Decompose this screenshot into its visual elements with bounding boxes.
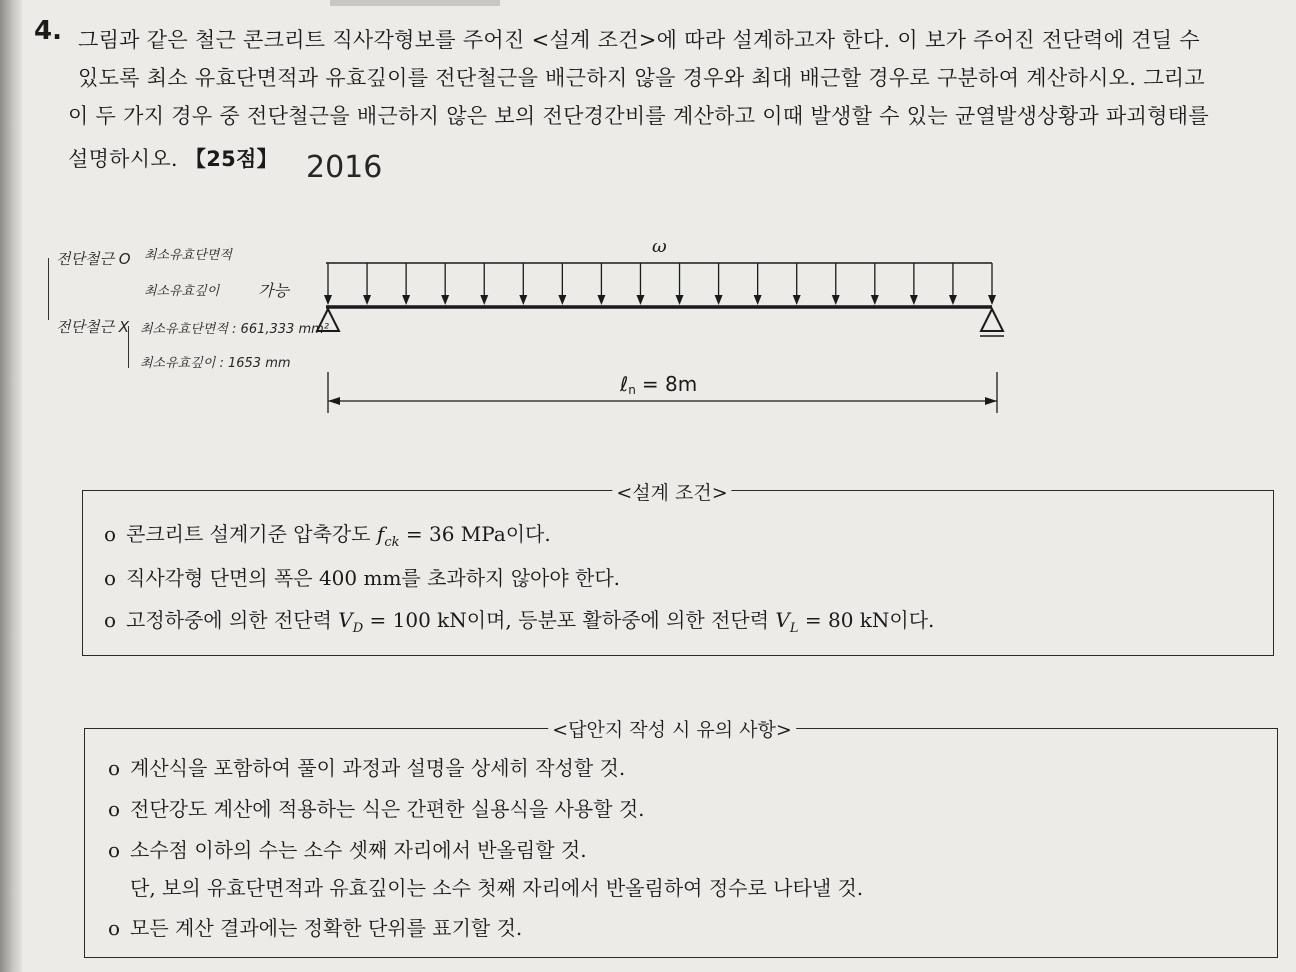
bullet: o (104, 608, 117, 632)
answer-note-2-text: 전단강도 계산에 적용하는 식은 간편한 실용식을 사용할 것. (130, 797, 645, 821)
beam-diagram (300, 225, 1040, 425)
handwritten-case-yes-b: 최소유효깊이 : 1653 mm (140, 356, 291, 371)
handwritten-case-no-b: 최소유효깊이 (144, 284, 220, 299)
span-left-arrowhead (328, 397, 340, 405)
span-right-arrowhead (985, 397, 997, 405)
dc3-post2: = 80 kN이다. (798, 608, 935, 632)
span-value: = 8m (641, 372, 698, 396)
answer-note-3-detail: 단, 보의 유효단면적과 유효깊이는 소수 첫째 자리에서 반올림하여 정수로 나타낼 것. (130, 876, 864, 900)
bullet: o (108, 756, 121, 780)
span-subscript: n (628, 383, 636, 397)
handwritten-inner-bracket (128, 326, 129, 368)
dc3-post: = 100 kN이며, 등분포 활하중에 의한 전단력 (363, 608, 776, 632)
design-condition-2 (104, 562, 620, 591)
question-line-1: 그림과 같은 철근 콘크리트 직사각형보를 주어진 <설계 조건>에 따라 설계하고자 한다. 이 보가 주어진 전단력에 견딜 수 (78, 28, 1200, 52)
left-pin-support (317, 309, 339, 331)
load-arrow-head (519, 295, 527, 305)
handwritten-case-no: 전단철근 O (56, 250, 131, 268)
load-symbol: ω (652, 236, 667, 257)
question-points: 【25점】 (184, 147, 278, 171)
handwritten-case-yes-a: 최소유효단면적 : 661,333 mm² (140, 322, 329, 337)
dc3-pre: 고정하중에 의한 전단력 (126, 608, 339, 632)
dc1-sym: f (376, 522, 385, 546)
answer-note-4-text: 모든 계산 결과에는 정확한 단위를 표기할 것. (130, 916, 523, 940)
right-roller-support (981, 309, 1003, 331)
answer-notes-title: <답안지 작성 시 유의 사항> (548, 715, 796, 742)
answer-note-1 (108, 752, 625, 781)
page-binding-edge (0, 0, 22, 972)
question-line-4-text: 설명하시오. (68, 147, 178, 171)
load-arrow-head (363, 295, 371, 305)
span-symbol: ℓ (620, 372, 629, 396)
dc3-sym2: V (775, 608, 790, 632)
span-label (619, 372, 697, 397)
handwritten-case-no-a: 최소유효단면적 (144, 248, 232, 263)
dc1-sub: ck (384, 535, 400, 550)
dc3-sub2: L (789, 621, 799, 636)
load-arrow-head (597, 295, 605, 305)
question-line-3: 이 두 가지 경우 중 전단철근을 배근하지 않은 보의 전단경간비를 계산하고 이때 발생할 수 있는 균열발생상황과 파괴형태를 (68, 104, 1209, 128)
answer-note-3-text: 소수점 이하의 수는 소수 셋째 자리에서 반올림할 것. (130, 838, 587, 862)
load-arrow-head (324, 295, 332, 305)
load-arrow-head (832, 295, 840, 305)
bullet: o (108, 838, 121, 862)
load-arrow-head (988, 295, 996, 305)
bullet: o (104, 522, 117, 546)
load-arrow-head (558, 295, 566, 305)
load-arrow-head (715, 295, 723, 305)
dc1-post: = 36 MPa이다. (399, 522, 551, 546)
load-arrow-head (793, 295, 801, 305)
design-conditions-title: <설계 조건> (612, 478, 731, 505)
design-condition-1 (104, 518, 551, 550)
handwritten-case-no-c: 가능 (258, 281, 289, 300)
load-arrow-head (480, 295, 488, 305)
load-arrow-head (754, 295, 762, 305)
bullet: o (108, 797, 121, 821)
load-arrow-head (949, 295, 957, 305)
dc2-pre: 직사각형 단면의 폭은 400 mm를 초과하지 않아야 한다. (126, 566, 621, 590)
dc3-sub: D (352, 621, 364, 636)
load-arrow-head (402, 295, 410, 305)
top-page-strip (330, 0, 500, 6)
distributed-load-arrows (324, 263, 996, 305)
load-arrow-head (676, 295, 684, 305)
handwritten-year: 2016 (306, 150, 383, 185)
dc1-pre: 콘크리트 설계기준 압축강도 (126, 522, 377, 546)
handwritten-case-yes: 전단철근 X (56, 318, 130, 336)
question-line-2: 있도록 최소 유효단면적과 유효깊이를 전단철근을 배근하지 않을 경우와 최대 배근할 경우로 구분하여 계산하시오. 그리고 (78, 66, 1205, 90)
load-arrow-head (636, 295, 644, 305)
design-condition-3 (104, 604, 934, 636)
dc3-sym: V (338, 608, 353, 632)
bullet: o (104, 566, 117, 590)
answer-note-1-text: 계산식을 포함하여 풀이 과정과 설명을 상세히 작성할 것. (130, 756, 626, 780)
load-arrow-head (871, 295, 879, 305)
handwritten-outer-bracket (48, 258, 49, 320)
question-number: 4. (34, 16, 62, 46)
answer-note-3 (108, 834, 587, 863)
bullet: o (108, 916, 121, 940)
load-arrow-head (441, 295, 449, 305)
answer-note-2 (108, 793, 645, 822)
question-line-4 (68, 143, 278, 173)
load-arrow-head (910, 295, 918, 305)
answer-note-4 (108, 912, 522, 941)
